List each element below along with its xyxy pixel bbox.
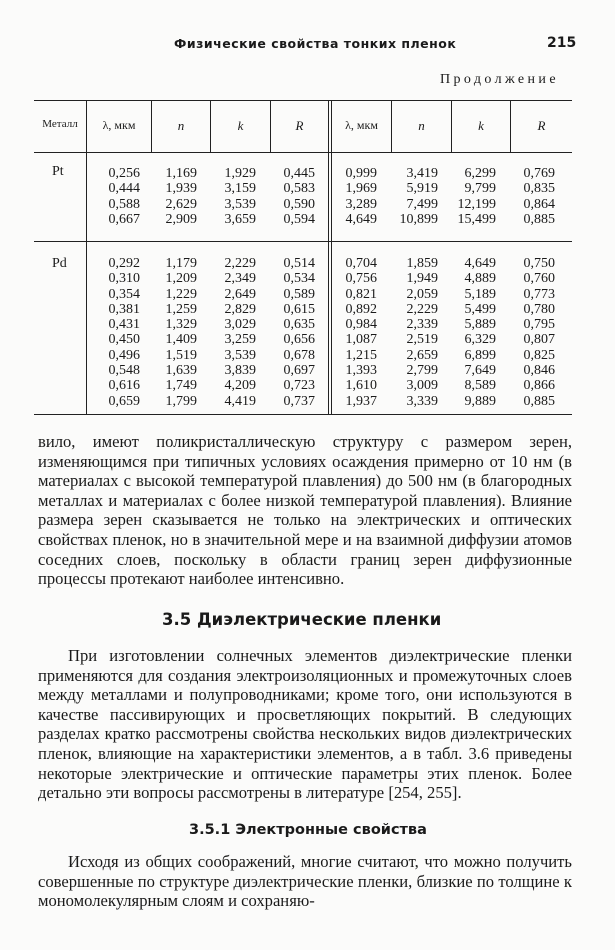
table-cell: 0,354	[108, 286, 140, 302]
paragraph-text: При изготовлении солнечных элементов диэлектрические пленки применяются для создания электроизоляционных и промежуточных слоев между металлами и полупроводниками; кроме того, они используются в качестве пассивирующих и просветляющих покрытий. В следующих разделах кратко рассмотрены свойства нескольких видов диэлектрических пленок, влияющие на характеристики элементов, а в табл. 3.6 приведены некоторые электрические и оптические параметры этих пленок. Более детально эти вопросы рассмотрены в литературе [254, 255].	[38, 646, 572, 803]
table-cell: 2,659	[406, 347, 438, 363]
header-n: n	[177, 118, 185, 133]
table-cell: 0,769	[523, 166, 555, 181]
table-cell: 0,756	[345, 271, 377, 287]
table-cell: 2,349	[224, 271, 256, 287]
table-cell: 1,409	[165, 332, 197, 348]
table-cell: 0,704	[345, 256, 377, 271]
table-cell: 0,866	[523, 378, 555, 394]
table-cell: 1,639	[165, 363, 197, 379]
header-wavelength: λ, мкм	[102, 118, 136, 132]
body-paragraph	[38, 432, 572, 589]
col-r	[284, 256, 316, 409]
table-cell: 1,169	[165, 166, 197, 181]
table-cell: 0,659	[108, 393, 140, 409]
table-cell: 3,839	[224, 363, 256, 379]
table-cell: 0,589	[283, 286, 315, 302]
table-cell: 3,029	[224, 317, 256, 333]
table-cell: 1,215	[345, 347, 377, 363]
table-cell: 0,635	[283, 317, 315, 333]
table-cell: 5,889	[464, 317, 496, 333]
table-cell: 0,667	[108, 211, 140, 227]
table-cell: 7,649	[464, 363, 496, 379]
table-cell: 1,179	[165, 256, 197, 271]
table-cell: 4,209	[224, 378, 256, 394]
table-cell: 0,773	[523, 286, 555, 302]
table-cell: 6,329	[464, 332, 496, 348]
page-number: 215	[547, 35, 577, 51]
table-cell: 5,499	[464, 301, 496, 317]
table-cell: 1,259	[165, 301, 197, 317]
section-heading: 3.5 Диэлектрические пленки	[162, 610, 442, 629]
table-double-rule	[328, 100, 329, 414]
table-cell: 0,835	[523, 181, 555, 197]
table-column-rule	[86, 100, 87, 414]
header-k: k	[478, 118, 484, 133]
table-cell: 1,393	[345, 363, 377, 379]
header-metal: Металл	[42, 118, 78, 130]
col-n	[166, 256, 198, 409]
table-cell: 15,499	[457, 211, 496, 227]
paragraph-text: Исходя из общих соображений, многие считают, что можно получить совершенные по структуре диэлектрические пленки, близкие по толщине к мономолекулярным слоям и сохраняю-	[38, 852, 572, 911]
table-cell: 0,616	[108, 378, 140, 394]
body-paragraph	[38, 852, 572, 911]
table-cell: 8,589	[464, 378, 496, 394]
table-cell: 4,649	[464, 256, 496, 271]
table-cell: 9,799	[464, 181, 496, 197]
table-cell: 3,539	[224, 347, 256, 363]
table-cell: 0,885	[523, 393, 555, 409]
table-cell: 0,431	[108, 317, 140, 333]
table-cell: 4,889	[464, 271, 496, 287]
table-cell: 0,588	[108, 196, 140, 212]
table-cell: 0,750	[523, 256, 555, 271]
table-cell: 1,519	[165, 347, 197, 363]
table-cell: 6,899	[464, 347, 496, 363]
table-cell: 1,949	[406, 271, 438, 287]
metal-label: Pt	[52, 164, 64, 179]
metal-label: Pd	[52, 256, 67, 271]
table-cell: 1,329	[165, 317, 197, 333]
table-cell: 0,760	[523, 271, 555, 287]
table-cell: 2,059	[406, 286, 438, 302]
table-cell: 2,629	[165, 196, 197, 212]
table-cell: 0,496	[108, 347, 140, 363]
col-k	[458, 166, 497, 227]
table-cell: 1,969	[345, 181, 377, 197]
table-cell: 0,999	[345, 166, 377, 181]
table-cell: 0,723	[283, 378, 315, 394]
table-cell: 3,659	[224, 211, 256, 227]
table-cell: 0,780	[523, 301, 555, 317]
col-k	[225, 256, 257, 409]
table-cell: 1,937	[345, 393, 377, 409]
col-k	[465, 256, 497, 409]
header-k: k	[237, 118, 244, 133]
table-cell: 0,825	[523, 347, 555, 363]
header-r: R	[295, 118, 304, 133]
table-cell: 3,009	[406, 378, 438, 394]
col-r	[524, 256, 556, 409]
col-k	[225, 166, 257, 227]
table-cell: 5,919	[406, 181, 438, 197]
table-cell: 5,189	[464, 286, 496, 302]
table-cell: 2,799	[406, 363, 438, 379]
table-cell: 2,649	[224, 286, 256, 302]
table-cell: 1,749	[165, 378, 197, 394]
table-cell: 2,229	[224, 256, 256, 271]
table-cell: 0,656	[283, 332, 315, 348]
header-wavelength: λ, мкм	[345, 118, 378, 132]
table-cell: 12,199	[457, 196, 496, 212]
table-cell: 0,292	[108, 256, 140, 271]
table-continuation-label: Продолжение	[440, 72, 559, 87]
table-cell: 6,299	[464, 166, 496, 181]
table-header-rule	[34, 152, 572, 153]
table-cell: 0,984	[345, 317, 377, 333]
table-cell: 0,381	[108, 301, 140, 317]
body-paragraph	[38, 646, 572, 803]
table-cell: 4,419	[224, 393, 256, 409]
table-bottom-rule	[34, 414, 572, 415]
table-cell: 10,899	[399, 211, 438, 227]
table-cell: 0,807	[523, 332, 555, 348]
table-cell: 2,339	[406, 317, 438, 333]
table-cell: 0,697	[283, 363, 315, 379]
table-cell: 0,514	[283, 256, 315, 271]
header-n: n	[418, 118, 425, 133]
table-top-rule	[34, 100, 572, 101]
paragraph-text: вило, имеют поликристаллическую структуру с размером зерен, изменяющимся при типичных условиях осаждения примерно от 10 нм (в материалах с высокой температурой плавления) до 500 нм (в благородных металлах и материалах с более низкой температурой плавления). Влияние размера зерен сказывается не только на электрических и оптических свойствах пленок, но в значительной мере и на взаимной диффузии атомов соседних слоев, поскольку в области границ зерен диффузионные процессы протекают наиболее интенсивно.	[38, 432, 572, 589]
table-cell: 0,821	[345, 286, 377, 302]
table-cell: 0,737	[283, 393, 315, 409]
table-cell: 0,445	[283, 166, 315, 181]
table-cell: 2,519	[406, 332, 438, 348]
table-cell: 3,289	[345, 196, 377, 212]
table-cell: 2,229	[406, 301, 438, 317]
col-n	[407, 256, 439, 409]
table-group-rule	[34, 241, 572, 242]
table-cell: 1,859	[406, 256, 438, 271]
table-cell: 1,939	[165, 181, 197, 197]
col-r	[524, 166, 556, 227]
col-r	[284, 166, 316, 227]
table-cell: 0,892	[345, 301, 377, 317]
table-cell: 2,909	[165, 211, 197, 227]
col-n	[166, 166, 198, 227]
table-cell: 3,259	[224, 332, 256, 348]
table-cell: 3,159	[224, 181, 256, 197]
col-wavelength	[109, 256, 141, 409]
table-cell: 1,610	[345, 378, 377, 394]
table-cell: 1,209	[165, 271, 197, 287]
table-cell: 0,450	[108, 332, 140, 348]
table-cell: 3,419	[406, 166, 438, 181]
table-cell: 0,846	[523, 363, 555, 379]
table-cell: 0,864	[523, 196, 555, 212]
table-cell: 1,799	[165, 393, 197, 409]
table-cell: 0,548	[108, 363, 140, 379]
running-head-title: Физические свойства тонких пленок	[174, 36, 457, 51]
subsection-heading: 3.5.1 Электронные свойства	[189, 822, 427, 838]
table-double-rule	[331, 100, 332, 414]
col-wavelength	[346, 166, 378, 227]
table-cell: 4,649	[345, 211, 377, 227]
col-wavelength	[346, 256, 378, 409]
table-cell: 0,310	[108, 271, 140, 287]
table-cell: 3,539	[224, 196, 256, 212]
table-cell: 0,534	[283, 271, 315, 287]
table-cell: 7,499	[406, 196, 438, 212]
table-cell: 0,678	[283, 347, 315, 363]
col-n	[400, 166, 439, 227]
table-cell: 3,339	[406, 393, 438, 409]
table-cell: 1,929	[224, 166, 256, 181]
table-cell: 0,590	[283, 196, 315, 212]
table-cell: 1,229	[165, 286, 197, 302]
table-cell: 9,889	[464, 393, 496, 409]
table-cell: 0,885	[523, 211, 555, 227]
table-cell: 0,444	[108, 181, 140, 197]
table-cell: 1,087	[345, 332, 377, 348]
table-cell: 0,594	[283, 211, 315, 227]
table-cell: 0,256	[108, 166, 140, 181]
table-cell: 0,615	[283, 301, 315, 317]
header-r: R	[537, 118, 546, 133]
table-cell: 2,829	[224, 301, 256, 317]
table-cell: 0,583	[283, 181, 315, 197]
col-wavelength	[109, 166, 141, 227]
table-cell: 0,795	[523, 317, 555, 333]
